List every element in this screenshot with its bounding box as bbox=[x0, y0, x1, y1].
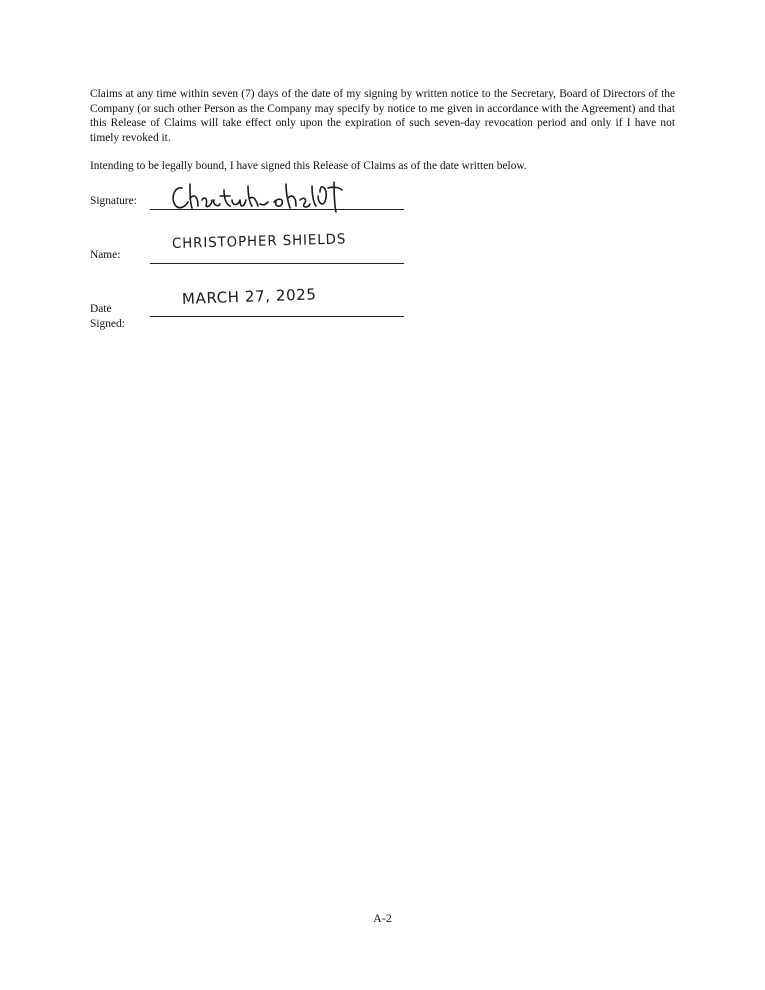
name-line bbox=[150, 263, 404, 264]
body-paragraph-revocation: Claims at any time within seven (7) days of the date of my signing by written notice to the Secretary, Board of Directors of the Company (or such other Person as the Company may specify by notice to me given in accordance with the Agreement) and that this Release of Claims will take effect only upon the expiration of such seven-day revocation period and only if I have not timely revoked it. bbox=[90, 88, 675, 144]
signed-label: Signed: bbox=[90, 318, 125, 330]
handwritten-date: MARCH 27, 2025 bbox=[181, 285, 317, 308]
signature-line bbox=[150, 209, 404, 210]
date-line bbox=[150, 316, 404, 317]
handwritten-name: CHRISTOPHER SHIELDS bbox=[171, 231, 347, 252]
body-paragraph-intent: Intending to be legally bound, I have signed this Release of Claims as of the date written below. bbox=[90, 160, 527, 172]
signature-label: Signature: bbox=[90, 195, 137, 207]
page-number: A-2 bbox=[373, 911, 392, 925]
name-label: Name: bbox=[90, 249, 121, 261]
date-label: Date bbox=[90, 303, 112, 315]
